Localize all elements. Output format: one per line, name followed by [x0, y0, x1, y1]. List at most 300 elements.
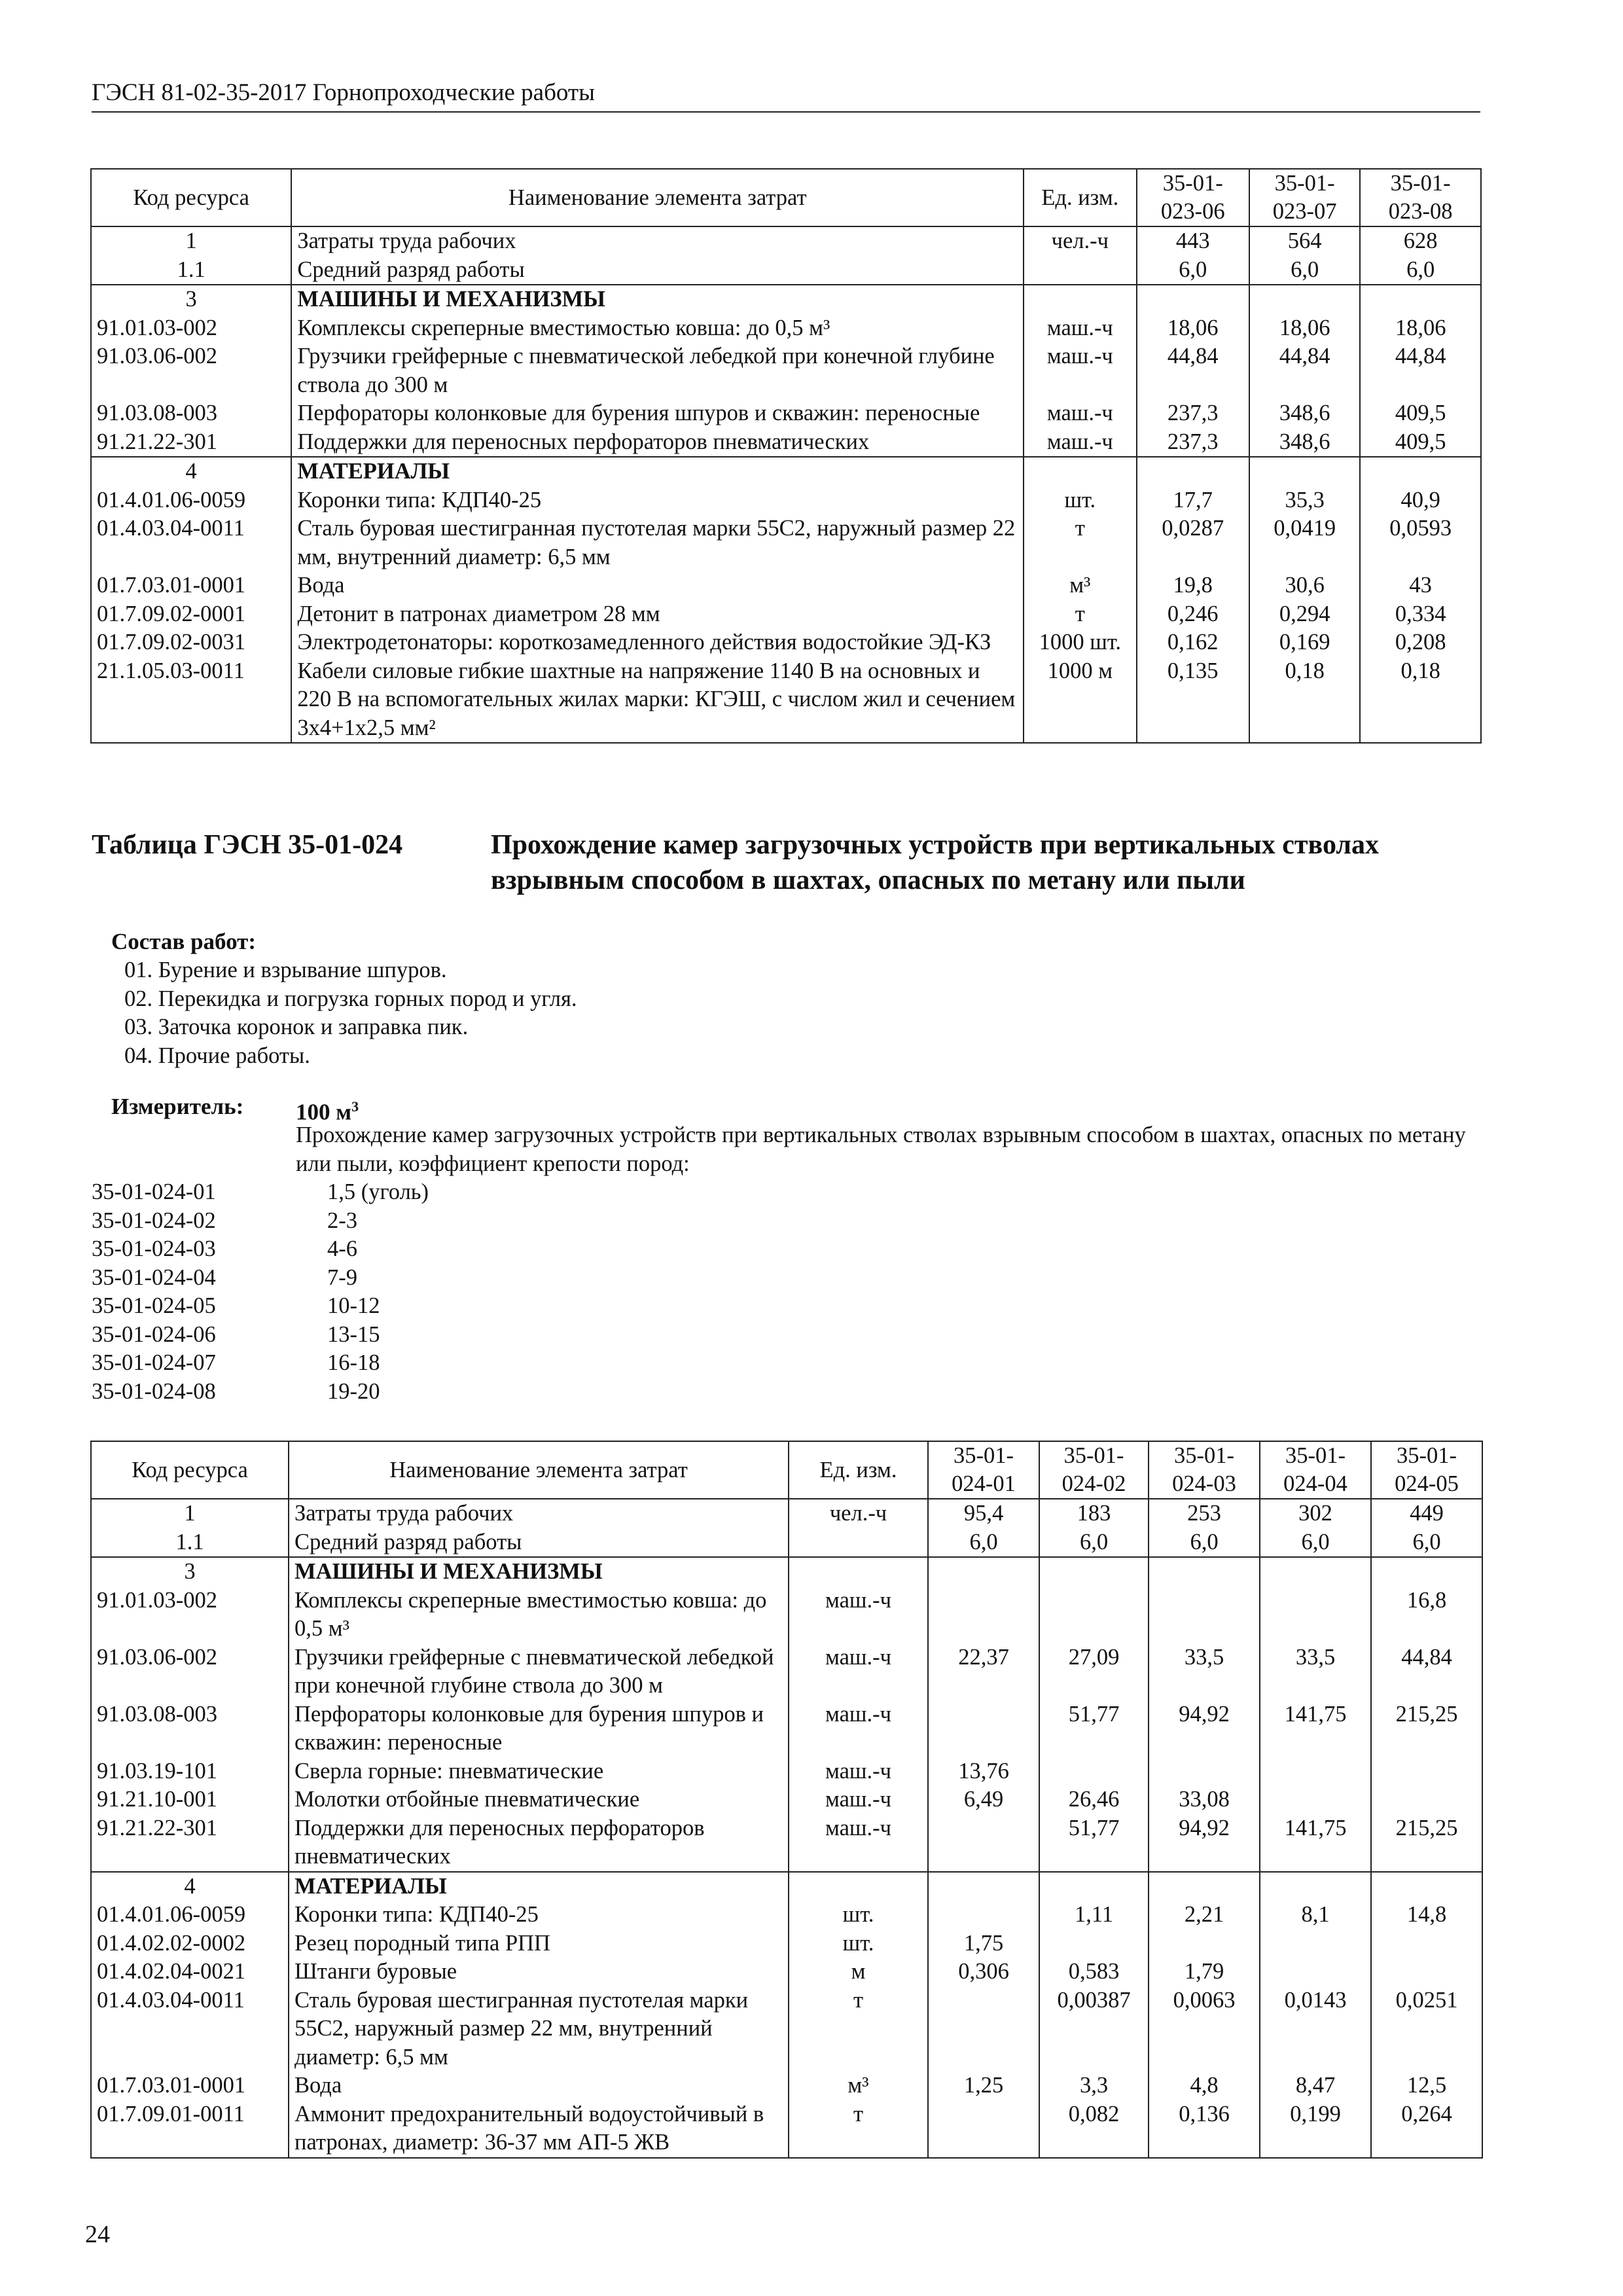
works-item: 03. Заточка коронок и заправка пик.: [124, 1014, 469, 1039]
header-norm-code: [1260, 1441, 1371, 1499]
resource-unit: шт.: [1024, 486, 1136, 515]
resource-value: 6,0: [1249, 256, 1360, 285]
table-row: [91, 2072, 1482, 2100]
resource-code: 3: [91, 1557, 289, 1587]
resource-value: [1149, 1557, 1260, 1587]
header-norm-line2: 024-01: [952, 1471, 1016, 1496]
header-norm-line1: 35-01-: [1174, 1443, 1234, 1468]
resource-value: 16,8: [1371, 1587, 1482, 1643]
table-row: [91, 600, 1481, 629]
header-norm-line2: 023-06: [1160, 199, 1225, 224]
header-norm-line1: 35-01-: [1274, 171, 1335, 196]
resource-value: [1260, 1929, 1371, 1958]
resource-code: 3: [91, 285, 291, 314]
resource-code: 91.01.03-002: [91, 314, 291, 343]
resource-value: 18,06: [1360, 314, 1481, 343]
resource-value: 2,21: [1149, 1901, 1260, 1929]
norm-value: 2-3: [327, 1208, 357, 1233]
resource-value: 564: [1249, 226, 1360, 256]
resource-value: 348,6: [1249, 428, 1360, 457]
resource-unit: [789, 1872, 928, 1901]
resource-code: 01.4.01.06-0059: [91, 1901, 289, 1929]
resource-value: [1249, 285, 1360, 314]
resource-value: [928, 1872, 1039, 1901]
resource-value: 95,4: [928, 1499, 1039, 1528]
resource-value: 0,306: [928, 1958, 1039, 1986]
table-title: Прохождение камер загрузочных устройств при вертикальных стволах взрывным способом в шахтах, опасных по метану или пыли: [491, 830, 1379, 895]
resource-name: Вода: [289, 2072, 789, 2100]
resource-value: [1039, 1757, 1149, 1786]
resource-value: 0,246: [1137, 600, 1249, 629]
works-list: [124, 956, 577, 1070]
header-norm-code: [1360, 169, 1481, 226]
resource-name: Перфораторы колонковые для бурения шпуров и скважин: переносные: [289, 1700, 789, 1757]
resource-value: 6,0: [928, 1528, 1039, 1558]
resource-code: 01.4.03.04-0011: [91, 1986, 289, 2072]
resource-code: 01.4.01.06-0059: [91, 486, 291, 515]
resource-code: 01.7.09.02-0001: [91, 600, 291, 629]
resource-name: МАШИНЫ И МЕХАНИЗМЫ: [289, 1557, 789, 1587]
resource-table-023: [90, 168, 1482, 744]
table-row: [91, 226, 1481, 256]
resource-code: 01.7.03.01-0001: [91, 571, 291, 600]
resource-value: 3,3: [1039, 2072, 1149, 2100]
norm-code: 35-01-024-07: [92, 1350, 216, 1375]
resource-name: Комплексы скреперные вместимостью ковша: до 0,5 м³: [291, 314, 1024, 343]
resource-unit: чел.-ч: [1024, 226, 1136, 256]
header-norm-line2: 024-03: [1172, 1471, 1236, 1496]
table-row: [91, 428, 1481, 457]
resource-code: 1: [91, 1499, 289, 1528]
resource-value: 1,75: [928, 1929, 1039, 1958]
resource-value: 6,0: [1371, 1528, 1482, 1558]
resource-value: [1137, 457, 1249, 486]
resource-value: 26,46: [1039, 1785, 1149, 1814]
resource-table-024: [90, 1441, 1483, 2159]
works-item: 02. Перекидка и погрузка горных пород и угля.: [124, 986, 577, 1011]
resource-value: [928, 2100, 1039, 2158]
resource-unit: маш.-ч: [1024, 399, 1136, 428]
norm-code: 35-01-024-08: [92, 1378, 216, 1404]
resource-name: Кабели силовые гибкие шахтные на напряжение 1140 В на основных и 220 В на вспомогательных жилах марки: КГЭШ, с числом жил и сечением 3х4+1х2,5 мм²: [291, 657, 1024, 744]
works-title: Состав работ:: [111, 929, 256, 954]
resource-unit: шт.: [789, 1901, 928, 1929]
resource-value: 0,136: [1149, 2100, 1260, 2158]
resource-value: 0,18: [1360, 657, 1481, 744]
resource-unit: 1000 шт.: [1024, 628, 1136, 657]
resource-value: 0,0593: [1360, 514, 1481, 571]
table-row: [91, 314, 1481, 343]
table-row: [91, 1785, 1482, 1814]
resource-unit: шт.: [789, 1929, 928, 1958]
resource-value: 43: [1360, 571, 1481, 600]
resource-code: 91.21.22-301: [91, 1814, 289, 1872]
resource-code: 91.21.22-301: [91, 428, 291, 457]
table-row: [91, 457, 1481, 486]
table-row: [91, 285, 1481, 314]
header-unit: Ед. изм.: [1024, 169, 1136, 226]
resource-value: 0,334: [1360, 600, 1481, 629]
resource-code: 01.4.03.04-0011: [91, 514, 291, 571]
running-header: ГЭСН 81-02-35-2017 Горнопроходческие работы: [92, 77, 1480, 113]
resource-value: 30,6: [1249, 571, 1360, 600]
resource-value: [1260, 1557, 1371, 1587]
table-row: [91, 1929, 1482, 1958]
resource-value: 0,0419: [1249, 514, 1360, 571]
header-norm-code: [1149, 1441, 1260, 1499]
resource-value: 0,135: [1137, 657, 1249, 744]
resource-value: 628: [1360, 226, 1481, 256]
resource-value: 449: [1371, 1499, 1482, 1528]
resource-value: [1371, 1785, 1482, 1814]
resource-unit: [1024, 285, 1136, 314]
resource-unit: т: [789, 2100, 928, 2158]
resource-value: 8,47: [1260, 2072, 1371, 2100]
resource-value: [928, 1986, 1039, 2072]
table-row: [91, 342, 1481, 399]
table-header-row: [91, 169, 1481, 226]
header-norm-line1: 35-01-: [1390, 171, 1451, 196]
resource-value: 6,0: [1360, 256, 1481, 285]
norm-value: 19-20: [327, 1378, 380, 1404]
resource-name: Сверла горные: пневматические: [289, 1757, 789, 1786]
resource-name: Электродетонаторы: короткозамедленного действия водостойкие ЭД-КЗ: [291, 628, 1024, 657]
resource-value: 40,9: [1360, 486, 1481, 515]
resource-value: [1260, 1958, 1371, 1986]
resource-value: [928, 1700, 1039, 1757]
norm-value: 4-6: [327, 1236, 357, 1261]
resource-unit: маш.-ч: [789, 1785, 928, 1814]
resource-value: [1260, 1785, 1371, 1814]
resource-value: 51,77: [1039, 1700, 1149, 1757]
resource-code: 1: [91, 226, 291, 256]
resource-value: 141,75: [1260, 1700, 1371, 1757]
resource-value: 0,0251: [1371, 1986, 1482, 2072]
resource-value: [928, 1587, 1039, 1643]
resource-value: 0,162: [1137, 628, 1249, 657]
resource-value: 94,92: [1149, 1700, 1260, 1757]
resource-value: [1260, 1757, 1371, 1786]
table-row: [91, 1958, 1482, 1986]
resource-value: 0,294: [1249, 600, 1360, 629]
resource-value: 0,199: [1260, 2100, 1371, 2158]
header-code: Код ресурса: [91, 1441, 289, 1499]
table-row: [91, 1557, 1482, 1587]
measure-label: Измеритель:: [111, 1094, 244, 1119]
resource-code: 91.03.08-003: [91, 1700, 289, 1757]
resource-value: 33,5: [1260, 1643, 1371, 1700]
resource-value: 253: [1149, 1499, 1260, 1528]
resource-value: 6,0: [1260, 1528, 1371, 1558]
resource-value: 4,8: [1149, 2072, 1260, 2100]
resource-value: [1039, 1872, 1149, 1901]
works-item: 01. Бурение и взрывание шпуров.: [124, 958, 447, 982]
works-item: 04. Прочие работы.: [124, 1043, 310, 1068]
resource-value: 18,06: [1137, 314, 1249, 343]
resource-value: [1149, 1757, 1260, 1786]
resource-name: Поддержки для переносных перфораторов пневматических: [289, 1814, 789, 1872]
resource-value: 302: [1260, 1499, 1371, 1528]
header-norm-line1: 35-01-: [1397, 1443, 1457, 1468]
resource-unit: м: [789, 1958, 928, 1986]
resource-unit: [789, 1528, 928, 1558]
norm-code: 35-01-024-06: [92, 1321, 216, 1347]
resource-code: 01.7.09.02-0031: [91, 628, 291, 657]
header-name: Наименование элемента затрат: [291, 169, 1024, 226]
header-norm-code: [1249, 169, 1360, 226]
page-number: 24: [85, 2221, 110, 2248]
resource-unit: м³: [789, 2072, 928, 2100]
resource-value: [1149, 1872, 1260, 1901]
header-name: Наименование элемента затрат: [289, 1441, 789, 1499]
resource-name: Средний разряд работы: [291, 256, 1024, 285]
resource-code: 91.03.06-002: [91, 1643, 289, 1700]
resource-code: 91.03.06-002: [91, 342, 291, 399]
norm-code: 35-01-024-05: [92, 1293, 216, 1318]
table-row: [91, 657, 1481, 744]
resource-name: Поддержки для переносных перфораторов пневматических: [291, 428, 1024, 457]
resource-unit: маш.-ч: [789, 1814, 928, 1872]
resource-value: 183: [1039, 1499, 1149, 1528]
resource-value: 0,208: [1360, 628, 1481, 657]
resource-value: 6,0: [1039, 1528, 1149, 1558]
resource-unit: т: [1024, 600, 1136, 629]
norm-value: 16-18: [327, 1350, 380, 1375]
resource-unit: маш.-ч: [789, 1643, 928, 1700]
header-norm-line1: 35-01-: [954, 1443, 1014, 1468]
resource-code: 1.1: [91, 1528, 289, 1558]
resource-name: МАТЕРИАЛЫ: [289, 1872, 789, 1901]
header-norm-line2: 024-02: [1061, 1471, 1126, 1496]
resource-value: 0,0287: [1137, 514, 1249, 571]
resource-value: [1371, 1929, 1482, 1958]
resource-unit: чел.-ч: [789, 1499, 928, 1528]
resource-unit: [1024, 457, 1136, 486]
resource-value: 8,1: [1260, 1901, 1371, 1929]
norm-value: 7-9: [327, 1265, 357, 1290]
resource-name: Молотки отбойные пневматические: [289, 1785, 789, 1814]
resource-value: 6,49: [928, 1785, 1039, 1814]
norm-value: 13-15: [327, 1321, 380, 1347]
header-norm-line2: 024-04: [1283, 1471, 1347, 1496]
resource-name: Комплексы скреперные вместимостью ковша: до 0,5 м³: [289, 1587, 789, 1643]
resource-value: 44,84: [1137, 342, 1249, 399]
table-row: [91, 486, 1481, 515]
resource-value: 1,11: [1039, 1901, 1149, 1929]
resource-value: 44,84: [1360, 342, 1481, 399]
resource-value: 33,5: [1149, 1643, 1260, 1700]
resource-name: Резец породный типа РПП: [289, 1929, 789, 1958]
resource-code: 21.1.05.03-0011: [91, 657, 291, 744]
resource-name: МАШИНЫ И МЕХАНИЗМЫ: [291, 285, 1024, 314]
resource-name: Аммонит предохранительный водоустойчивый в патронах, диаметр: 36-37 мм АП-5 ЖВ: [289, 2100, 789, 2158]
resource-unit: маш.-ч: [1024, 314, 1136, 343]
resource-value: 215,25: [1371, 1814, 1482, 1872]
measure-unit: 100 $м^3$: [296, 1098, 359, 1125]
header-norm-code: [1137, 169, 1249, 226]
resource-value: [1039, 1557, 1149, 1587]
resource-name: Вода: [291, 571, 1024, 600]
resource-value: 6,0: [1149, 1528, 1260, 1558]
norm-value: 1,5 (уголь): [327, 1179, 429, 1204]
resource-value: 215,25: [1371, 1700, 1482, 1757]
resource-value: 12,5: [1371, 2072, 1482, 2100]
resource-code: 01.7.03.01-0001: [91, 2072, 289, 2100]
resource-value: 1,25: [928, 2072, 1039, 2100]
resource-value: 94,92: [1149, 1814, 1260, 1872]
resource-unit: маш.-ч: [1024, 342, 1136, 399]
resource-unit: м³: [1024, 571, 1136, 600]
resource-code: 1.1: [91, 256, 291, 285]
resource-value: 44,84: [1249, 342, 1360, 399]
header-norm-line2: 023-07: [1272, 199, 1337, 224]
table-row: [91, 571, 1481, 600]
resource-value: [1039, 1587, 1149, 1643]
resource-value: [1149, 1929, 1260, 1958]
resource-value: 13,76: [928, 1757, 1039, 1786]
resource-value: 27,09: [1039, 1643, 1149, 1700]
resource-value: 0,0143: [1260, 1986, 1371, 2072]
resource-name: Сталь буровая шестигранная пустотелая марки 55С2, наружный размер 22 мм, внутренний диаметр: 6,5 мм: [289, 1986, 789, 2072]
header-code: Код ресурса: [91, 169, 291, 226]
header-norm-line2: 023-08: [1388, 199, 1453, 224]
header-unit: Ед. изм.: [789, 1441, 928, 1499]
table-row: [91, 1528, 1482, 1558]
norm-code: 35-01-024-04: [92, 1265, 216, 1290]
resource-name: Коронки типа: КДП40-25: [291, 486, 1024, 515]
table-row: [91, 1986, 1482, 2072]
resource-value: 1,79: [1149, 1958, 1260, 1986]
table-row: [91, 1872, 1482, 1901]
header-norm-line1: 35-01-: [1285, 1443, 1346, 1468]
resource-value: [1371, 1958, 1482, 1986]
resource-value: [1249, 457, 1360, 486]
table-row: [91, 399, 1481, 428]
resource-name: Коронки типа: КДП40-25: [289, 1901, 789, 1929]
resource-value: 237,3: [1137, 399, 1249, 428]
resource-unit: 1000 м: [1024, 657, 1136, 744]
table-row: [91, 628, 1481, 657]
resource-value: [1149, 1587, 1260, 1643]
resource-unit: маш.-ч: [1024, 428, 1136, 457]
resource-name: Затраты труда рабочих: [291, 226, 1024, 256]
resource-code: 4: [91, 1872, 289, 1901]
resource-value: 0,264: [1371, 2100, 1482, 2158]
resource-value: [928, 1814, 1039, 1872]
resource-unit: маш.-ч: [789, 1757, 928, 1786]
resource-value: 22,37: [928, 1643, 1039, 1700]
table-row: [91, 1499, 1482, 1528]
resource-name: Штанги буровые: [289, 1958, 789, 1986]
resource-unit: т: [1024, 514, 1136, 571]
resource-name: Грузчики грейферные с пневматической лебедкой при конечной глубине ствола до 300 м: [291, 342, 1024, 399]
resource-value: 33,08: [1149, 1785, 1260, 1814]
resource-value: [1371, 1757, 1482, 1786]
resource-value: [1360, 457, 1481, 486]
resource-code: 4: [91, 457, 291, 486]
resource-value: 0,583: [1039, 1958, 1149, 1986]
table-row: [91, 1757, 1482, 1786]
resource-unit: маш.-ч: [789, 1587, 928, 1643]
table-row: [91, 256, 1481, 285]
resource-value: [1360, 285, 1481, 314]
table-number: Таблица ГЭСН 35-01-024: [92, 830, 403, 860]
header-norm-code: [1371, 1441, 1482, 1499]
resource-value: 18,06: [1249, 314, 1360, 343]
resource-name: Сталь буровая шестигранная пустотелая марки 55С2, наружный размер 22 мм, внутренний диаметр: 6,5 мм: [291, 514, 1024, 571]
resource-value: 237,3: [1137, 428, 1249, 457]
resource-name: МАТЕРИАЛЫ: [291, 457, 1024, 486]
resource-name: Затраты труда рабочих: [289, 1499, 789, 1528]
header-norm-code: [928, 1441, 1039, 1499]
resource-name: Средний разряд работы: [289, 1528, 789, 1558]
resource-value: [1039, 1929, 1149, 1958]
resource-value: [1371, 1872, 1482, 1901]
resource-unit: т: [789, 1986, 928, 2072]
resource-unit: маш.-ч: [789, 1700, 928, 1757]
header-norm-line2: 024-05: [1395, 1471, 1459, 1496]
resource-value: 6,0: [1137, 256, 1249, 285]
resource-code: 91.03.08-003: [91, 399, 291, 428]
resource-code: 91.21.10-001: [91, 1785, 289, 1814]
resource-code: 91.01.03-002: [91, 1587, 289, 1643]
resource-value: [1260, 1872, 1371, 1901]
table-row: [91, 1901, 1482, 1929]
resource-value: 348,6: [1249, 399, 1360, 428]
resource-name: Перфораторы колонковые для бурения шпуров и скважин: переносные: [291, 399, 1024, 428]
resource-value: 0,00387: [1039, 1986, 1149, 2072]
resource-value: 409,5: [1360, 428, 1481, 457]
resource-name: Детонит в патронах диаметром 28 мм: [291, 600, 1024, 629]
resource-code: 01.7.09.01-0011: [91, 2100, 289, 2158]
norm-code: 35-01-024-03: [92, 1236, 216, 1261]
resource-value: [928, 1901, 1039, 1929]
resource-unit: [1024, 256, 1136, 285]
resource-value: 14,8: [1371, 1901, 1482, 1929]
table-row: [91, 1700, 1482, 1757]
resource-code: 01.4.02.04-0021: [91, 1958, 289, 1986]
norm-code: 35-01-024-02: [92, 1208, 216, 1233]
resource-unit: [789, 1557, 928, 1587]
resource-value: [928, 1557, 1039, 1587]
measure-description: Прохождение камер загрузочных устройств при вертикальных стволах взрывным способом в шахтах, опасных по метану или пыли, коэффициент крепости пород:: [296, 1122, 1466, 1176]
table-row: [91, 2100, 1482, 2158]
resource-value: 0,082: [1039, 2100, 1149, 2158]
resource-name: Грузчики грейферные с пневматической лебедкой при конечной глубине ствола до 300 м: [289, 1643, 789, 1700]
resource-value: 0,0063: [1149, 1986, 1260, 2072]
resource-value: 141,75: [1260, 1814, 1371, 1872]
resource-value: [1137, 285, 1249, 314]
norm-code: 35-01-024-01: [92, 1179, 216, 1204]
norm-value: 10-12: [327, 1293, 380, 1318]
resource-value: 44,84: [1371, 1643, 1482, 1700]
table-row: [91, 1587, 1482, 1643]
resource-value: 35,3: [1249, 486, 1360, 515]
resource-code: 91.03.19-101: [91, 1757, 289, 1786]
resource-value: 0,169: [1249, 628, 1360, 657]
resource-value: 409,5: [1360, 399, 1481, 428]
table-row: [91, 1643, 1482, 1700]
table-row: [91, 1814, 1482, 1872]
header-norm-line1: 35-01-: [1162, 171, 1223, 196]
resource-value: [1371, 1557, 1482, 1587]
resource-value: 51,77: [1039, 1814, 1149, 1872]
resource-value: 17,7: [1137, 486, 1249, 515]
resource-value: [1260, 1587, 1371, 1643]
resource-value: 0,18: [1249, 657, 1360, 744]
resource-code: 01.4.02.02-0002: [91, 1929, 289, 1958]
header-norm-code: [1039, 1441, 1149, 1499]
